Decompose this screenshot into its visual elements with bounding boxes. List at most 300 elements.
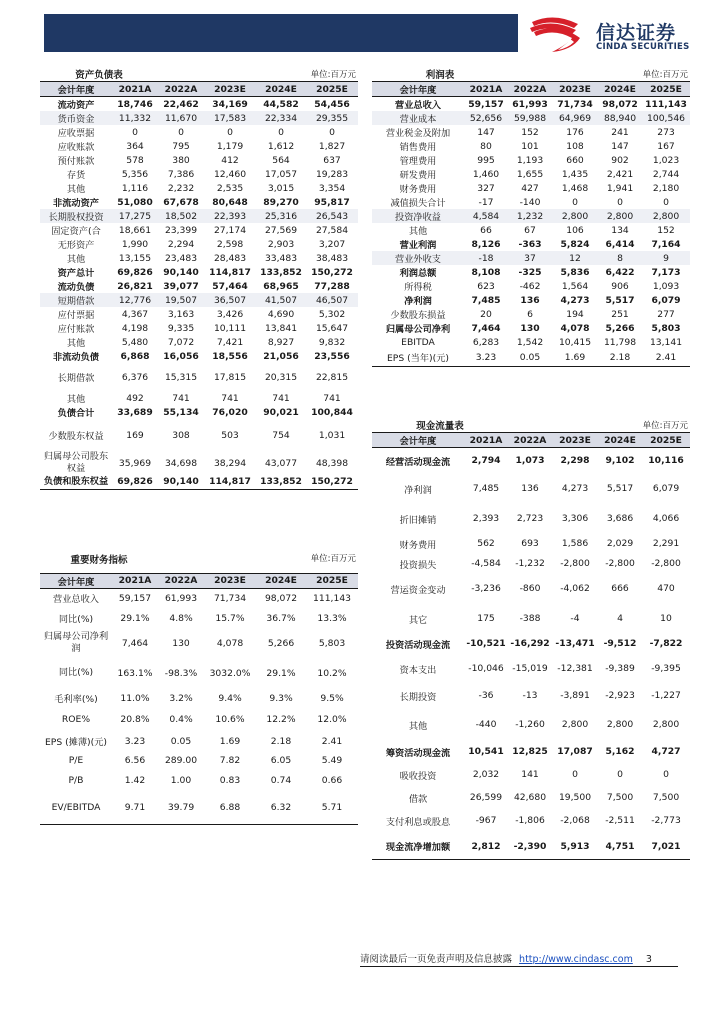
row-value: 27,174 [213, 224, 247, 236]
row-value: 114,817 [209, 266, 251, 278]
row-value: 23,556 [314, 350, 350, 362]
row-value: 15.7% [215, 612, 245, 624]
row-value: 17,275 [112, 209, 158, 223]
row-value: -10,521 [466, 638, 506, 649]
row-value: 22,815 [315, 371, 349, 383]
row-value: 7,421 [216, 336, 244, 348]
row-value: 6,283 [472, 336, 500, 348]
row-value: -3,891 [560, 690, 590, 701]
row-value: 9 [642, 251, 690, 265]
row-value: 41,507 [256, 293, 306, 307]
table-row [372, 167, 690, 181]
row-value: 4,584 [464, 209, 508, 223]
table-row [40, 307, 358, 321]
row-value: 0 [617, 769, 623, 780]
row-value: -2,511 [605, 815, 635, 826]
row-value: 167 [657, 140, 675, 152]
row-value: 1,093 [652, 280, 680, 292]
row-value: -860 [519, 583, 541, 594]
row-label: 营业总收入 [395, 100, 441, 111]
table-title-row [40, 67, 358, 82]
row-label: 同比(%) [58, 667, 94, 678]
row-value: 176 [566, 126, 584, 138]
row-value: 2,800 [642, 209, 690, 223]
row-value: -13,471 [555, 638, 595, 649]
row-value: 0 [617, 196, 623, 208]
row-label: 少数股东权益 [48, 431, 104, 442]
table-row [372, 742, 690, 762]
row-value: 18,746 [117, 98, 153, 110]
table-header-row [372, 433, 690, 448]
table-row [372, 474, 690, 504]
row-value: 562 [477, 538, 495, 549]
row-value: 10,415 [558, 336, 592, 348]
table-row [372, 139, 690, 153]
row-value: 36,507 [204, 293, 256, 307]
header-year: 2023E [204, 573, 256, 588]
row-value: 15,315 [164, 371, 198, 383]
row-label: 资产总计 [57, 268, 95, 279]
row-value: -140 [519, 196, 541, 208]
row-label: 支付利息或股息 [385, 816, 451, 828]
row-value: -4,584 [471, 558, 501, 569]
row-value: 71,734 [557, 98, 593, 110]
row-value: 42,680 [513, 792, 547, 803]
row-value: 36.7% [266, 612, 296, 624]
income-statement-table [372, 67, 690, 367]
row-value: 7,485 [472, 483, 500, 494]
row-value: 1,564 [561, 280, 589, 292]
row-value: 8 [598, 251, 642, 265]
row-value: 22,462 [163, 98, 199, 110]
row-value: 0 [278, 126, 284, 138]
table-row [40, 321, 358, 335]
row-value: 44,582 [263, 98, 299, 110]
table-row [372, 293, 690, 307]
row-value: 71,734 [213, 592, 247, 604]
row-value: 48,398 [315, 457, 349, 469]
row-value: 0 [663, 769, 669, 780]
row-value: 2,800 [598, 209, 642, 223]
row-value: 1,023 [652, 154, 680, 166]
row-value: 12.0% [317, 713, 347, 725]
table-row [372, 574, 690, 604]
disclaimer-text: 请阅读最后一页免责声明及信息披露 [360, 954, 513, 965]
row-value: 2.18 [598, 349, 642, 366]
row-value: 3,354 [318, 182, 346, 194]
row-value: 10,541 [468, 746, 504, 757]
row-value: -2,800 [605, 558, 635, 569]
logo-chinese-name: 信达证券 [596, 22, 677, 44]
row-value: 4,727 [651, 746, 681, 757]
row-value: 133,852 [256, 475, 306, 489]
row-value: 150,272 [306, 475, 358, 489]
row-value: 20 [480, 308, 492, 320]
row-value: 6,422 [605, 266, 635, 278]
row-value: 492 [126, 392, 144, 404]
row-value: 2.18 [270, 735, 292, 747]
row-value: 141 [521, 769, 539, 780]
table-row [372, 265, 690, 279]
row-value: 273 [657, 126, 675, 138]
table-unit: 单位:百万元 [158, 67, 358, 82]
row-value: 77,288 [314, 280, 350, 292]
row-value: 0.05 [170, 735, 192, 747]
row-value: 7,021 [642, 834, 690, 860]
row-value: -2,068 [560, 815, 590, 826]
table-row [40, 608, 358, 628]
table-row [40, 419, 358, 451]
row-value: 100,844 [311, 406, 353, 418]
table-row [40, 153, 358, 167]
row-value: -1,232 [515, 558, 545, 569]
row-label: 流动负债 [57, 282, 95, 293]
row-label: 财务费用 [399, 184, 437, 195]
header-year: 2025E [306, 82, 358, 97]
table-row [40, 391, 358, 405]
row-label: 净利润 [404, 484, 432, 496]
row-value: 13.3% [317, 612, 347, 624]
row-value: 25,316 [256, 209, 306, 223]
footer [360, 951, 652, 965]
row-value: 1,542 [516, 336, 544, 348]
row-value: 1,468 [561, 182, 589, 194]
row-value: 0.83 [219, 774, 241, 786]
table-row [40, 688, 358, 708]
header-year: 2025E [642, 82, 690, 97]
row-value: 90,021 [263, 406, 299, 418]
table-row [40, 237, 358, 251]
row-value: 7,386 [167, 168, 195, 180]
row-value: 4,198 [121, 322, 149, 334]
row-value: 693 [521, 538, 539, 549]
row-value: 2,598 [216, 238, 244, 250]
row-value: 98,072 [264, 592, 298, 604]
row-value: 9.4% [218, 692, 242, 704]
row-value: 2,232 [167, 182, 195, 194]
row-value: 2,291 [652, 538, 680, 549]
row-value: 19,500 [558, 792, 592, 803]
row-value: 18,502 [158, 209, 204, 223]
row-value: 2,032 [472, 769, 500, 780]
row-value: 2,744 [652, 168, 680, 180]
row-value: 4,066 [652, 513, 680, 524]
row-value: -16,292 [510, 638, 550, 649]
cash-flow-table [372, 418, 690, 860]
row-value: 2.41 [642, 349, 690, 366]
row-value: 8,927 [267, 336, 295, 348]
row-value: 66 [480, 224, 492, 236]
row-value: 2,294 [167, 238, 195, 250]
row-value: -9,389 [605, 663, 635, 674]
row-value: 0 [132, 126, 138, 138]
row-value: 61,993 [512, 98, 548, 110]
row-value: 136 [520, 294, 540, 306]
row-label: 折旧摊销 [399, 514, 437, 526]
row-value: 39.79 [158, 792, 204, 824]
row-label: 研发费用 [399, 170, 437, 181]
row-label: 少数股东损益 [390, 310, 446, 321]
row-value: 578 [126, 154, 144, 166]
row-value: -462 [519, 280, 541, 292]
row-value: -325 [518, 266, 542, 278]
row-label: 投资损失 [399, 559, 437, 571]
header-year: 2024E [598, 82, 642, 97]
header-year: 2022A [508, 82, 552, 97]
footer-divider [360, 966, 678, 967]
row-label: 投资活动现金流 [385, 639, 451, 651]
row-value: 15,647 [315, 322, 349, 334]
row-value: -440 [475, 719, 497, 730]
row-value: 18,556 [212, 350, 248, 362]
row-value: 7,464 [471, 322, 501, 334]
row-value: 69,826 [117, 266, 153, 278]
row-value: 1,073 [515, 455, 545, 467]
header-year: 2021A [112, 573, 158, 588]
row-value: 22,334 [256, 111, 306, 125]
row-label: 应收账款 [57, 142, 95, 153]
row-value: 3,015 [267, 182, 295, 194]
row-value: 4,078 [216, 637, 244, 649]
row-value: 133,852 [260, 266, 302, 278]
table-row [372, 251, 690, 265]
row-value: 470 [657, 583, 675, 594]
row-label: 管理费用 [399, 156, 437, 167]
row-value: 16,056 [163, 350, 199, 362]
row-value: 741 [272, 392, 290, 404]
row-label: 货币资金 [40, 111, 112, 125]
row-value: 21,056 [263, 350, 299, 362]
row-value: 10.2% [317, 667, 347, 679]
row-value: 17,815 [213, 371, 247, 383]
row-value: 46,507 [306, 293, 358, 307]
row-value: 69,826 [112, 475, 158, 489]
header-year: 2021A [464, 433, 508, 448]
row-value: 100,546 [642, 111, 690, 125]
row-value: 0.05 [508, 349, 552, 366]
row-value: 741 [172, 392, 190, 404]
table-row [372, 97, 690, 112]
row-value: 20,315 [264, 371, 298, 383]
row-value: -363 [518, 238, 542, 250]
row-value: -13 [522, 690, 538, 701]
row-label: 营业外收支 [372, 251, 464, 265]
row-value: 5,517 [605, 294, 635, 306]
row-value: 3,163 [167, 308, 195, 320]
website-link[interactable]: http://www.cindasc.com [519, 954, 633, 965]
row-label: 归属母公司股东权益 [43, 451, 109, 474]
row-value: 8,126 [471, 238, 501, 250]
row-value: 427 [521, 182, 539, 194]
row-label: 所得税 [404, 282, 432, 293]
table-title: 资产负债表 [40, 67, 158, 82]
row-value: 18,661 [118, 224, 152, 236]
row-value: 33,483 [264, 252, 298, 264]
row-value: 67,678 [163, 196, 199, 208]
row-value: 6.56 [124, 754, 146, 766]
table-row [40, 195, 358, 209]
table-row [372, 125, 690, 139]
row-value: 902 [611, 154, 629, 166]
row-value: 13,841 [264, 322, 298, 334]
row-value: 68,965 [263, 280, 299, 292]
row-label: P/B [68, 774, 84, 786]
row-value: 795 [172, 140, 190, 152]
row-value: 5,803 [318, 637, 346, 649]
row-label: 减值损失合计 [390, 198, 446, 209]
table-row [40, 335, 358, 349]
row-value: 564 [272, 154, 290, 166]
row-value: 59,157 [468, 98, 504, 110]
row-label: 非流动资产 [53, 198, 99, 209]
row-value: -2,923 [605, 690, 635, 701]
row-value: 33,689 [117, 406, 153, 418]
row-value: 59,988 [508, 111, 552, 125]
row-value: 637 [323, 154, 341, 166]
table-row [40, 752, 358, 768]
row-value: 9,832 [318, 336, 346, 348]
row-value: 111,143 [313, 592, 352, 604]
row-label: 预付账款 [57, 156, 95, 167]
row-label: 其他 [408, 226, 428, 237]
row-value: 2,421 [606, 168, 634, 180]
table-row [372, 762, 690, 788]
row-value: 0 [178, 126, 184, 138]
row-value: 43,077 [264, 457, 298, 469]
table-row [372, 279, 690, 293]
row-value: 2,535 [216, 182, 244, 194]
row-value: 8,108 [471, 266, 501, 278]
row-value: 0.74 [270, 774, 292, 786]
row-value: 0 [663, 196, 669, 208]
row-label: 营业成本 [372, 111, 464, 125]
row-label: EBITDA [401, 336, 435, 348]
row-value: 2,794 [471, 455, 501, 467]
row-value: 1,193 [516, 154, 544, 166]
table-row [40, 658, 358, 688]
row-label: 长期投资 [399, 691, 437, 703]
table-row [40, 730, 358, 752]
row-value: 76,020 [212, 406, 248, 418]
row-value: 59,157 [118, 592, 152, 604]
row-value: 27,584 [315, 224, 349, 236]
row-value: 6,079 [651, 294, 681, 306]
row-value: 101 [521, 140, 539, 152]
row-label: EPS (摊薄)(元) [45, 737, 107, 748]
row-value: 12,776 [112, 293, 158, 307]
row-value: -1,806 [515, 815, 545, 826]
row-value: 61,993 [164, 592, 198, 604]
row-value: 26,821 [117, 280, 153, 292]
row-value: 19,507 [158, 293, 204, 307]
row-value: 52,656 [464, 111, 508, 125]
row-value: 194 [566, 308, 584, 320]
table-row [40, 209, 358, 223]
row-value: 3032.0% [209, 667, 251, 679]
table-unit: 单位:百万元 [508, 67, 690, 82]
row-value: -9,512 [603, 638, 637, 649]
row-value: 5.71 [306, 792, 358, 824]
table-row [372, 788, 690, 808]
table-row [372, 684, 690, 708]
header-year: 2024E [598, 433, 642, 448]
table-row [372, 335, 690, 349]
row-value: -18 [464, 251, 508, 265]
row-value: 4,078 [560, 322, 590, 334]
row-value: 169 [126, 429, 144, 441]
row-value: 1,031 [318, 429, 346, 441]
row-value: 26,543 [306, 209, 358, 223]
row-value: 5,162 [605, 746, 635, 757]
row-value: -2,773 [651, 815, 681, 826]
table-row [40, 405, 358, 419]
row-label: 其他 [66, 184, 86, 195]
row-value: 2,180 [652, 182, 680, 194]
row-value: 90,140 [158, 475, 204, 489]
row-value: 3,686 [606, 513, 634, 524]
row-value: 5,266 [267, 637, 295, 649]
row-value: 6,868 [120, 350, 150, 362]
table-row [40, 139, 358, 153]
row-value: 10.6% [215, 713, 245, 725]
row-value: 4 [617, 613, 623, 624]
table-row [372, 634, 690, 654]
row-label: 非流动负债 [53, 352, 99, 363]
row-value: 54,456 [314, 98, 350, 110]
row-value: 175 [477, 613, 495, 624]
row-value: 64,969 [552, 111, 598, 125]
table-row [40, 111, 358, 125]
row-value: 6,376 [121, 371, 149, 383]
row-value: 88,940 [598, 111, 642, 125]
row-label: 其他 [66, 394, 86, 405]
row-label: 归属母公司净利 [385, 324, 451, 335]
row-value: 2,800 [552, 209, 598, 223]
row-value: 106 [566, 224, 584, 236]
row-value: 2,903 [267, 238, 295, 250]
row-label: 其他 [408, 720, 428, 732]
row-value: 6.32 [256, 792, 306, 824]
row-label: 存货 [66, 170, 86, 181]
row-value: 7,500 [606, 792, 634, 803]
row-value: 11,332 [112, 111, 158, 125]
row-value: 380 [172, 154, 190, 166]
row-value: 9.3% [269, 692, 293, 704]
row-value: 29,355 [306, 111, 358, 125]
row-label: 短期借款 [40, 293, 112, 307]
row-value: 2,800 [652, 719, 680, 730]
row-value: -98.3% [164, 667, 198, 679]
row-value: 4.8% [169, 612, 193, 624]
row-value: 7.82 [219, 754, 241, 766]
row-value: 38,483 [315, 252, 349, 264]
row-value: 9.5% [320, 692, 344, 704]
row-value: -7,822 [649, 638, 683, 649]
cinda-logo-mark-icon [528, 14, 594, 54]
row-value: 660 [566, 154, 584, 166]
row-label: 同比(%) [58, 614, 94, 625]
row-value: -10,046 [468, 663, 504, 674]
table-row [372, 708, 690, 742]
row-value: 289.00 [164, 754, 198, 766]
table-row [372, 654, 690, 684]
row-value: 20.8% [120, 713, 150, 725]
table-header-row [372, 82, 690, 97]
row-label: ROE% [61, 713, 91, 725]
row-value: 1,460 [472, 168, 500, 180]
row-label: P/E [68, 754, 84, 766]
row-value: -4,062 [560, 583, 590, 594]
